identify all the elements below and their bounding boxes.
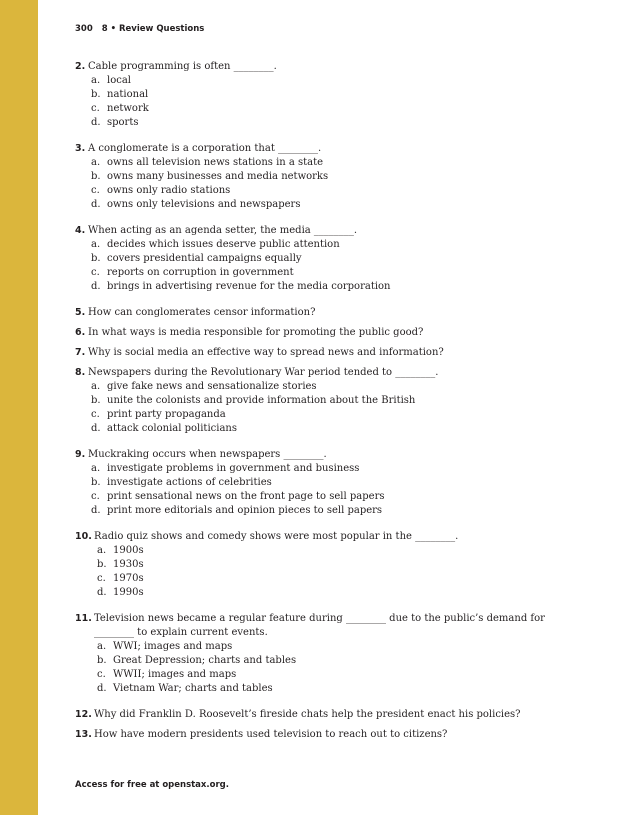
answer-option: d. 1990s bbox=[97, 587, 144, 598]
question-number: 10. bbox=[75, 531, 92, 542]
question-4 bbox=[75, 224, 555, 294]
question-text: When acting as an agenda setter, the media ________. bbox=[88, 225, 358, 236]
question-text: Why is social media an effective way to spread news and information? bbox=[88, 347, 444, 358]
question-number: 7. bbox=[75, 347, 86, 358]
answer-option: b. owns many businesses and media networks bbox=[91, 171, 329, 182]
question-text: A conglomerate is a corporation that ________. bbox=[88, 143, 322, 154]
answer-option: b. unite the colonists and provide information about the British bbox=[91, 395, 416, 406]
answer-option: a. owns all television news stations in a state bbox=[91, 157, 324, 168]
answer-option: c. owns only radio stations bbox=[91, 185, 231, 196]
answer-option: d. print more editorials and opinion pieces to sell papers bbox=[91, 505, 383, 516]
answer-option: c. network bbox=[91, 103, 149, 114]
page-footer: Access for free at openstax.org. bbox=[75, 780, 229, 790]
answer-option: a. 1900s bbox=[97, 545, 144, 556]
question-number: 11. bbox=[75, 613, 92, 624]
answer-option: a. give fake news and sensationalize stories bbox=[91, 381, 317, 392]
question-13 bbox=[75, 728, 555, 742]
chapter-title: 8 • Review Questions bbox=[101, 24, 205, 34]
question-text: How can conglomerates censor information? bbox=[88, 307, 316, 318]
question-number: 2. bbox=[75, 61, 86, 72]
question-number: 9. bbox=[75, 449, 86, 460]
answer-option: d. sports bbox=[91, 117, 139, 128]
page-number: 300 bbox=[75, 24, 93, 34]
answer-option: b. Great Depression; charts and tables bbox=[97, 655, 297, 666]
answer-option: a. investigate problems in government and business bbox=[91, 463, 360, 474]
answer-option: d. attack colonial politicians bbox=[91, 423, 237, 434]
answer-option: d. brings in advertising revenue for the media corporation bbox=[91, 281, 391, 292]
answer-option: d. owns only televisions and newspapers bbox=[91, 199, 301, 210]
question-text: Newspapers during the Revolutionary War period tended to ________. bbox=[88, 367, 439, 378]
answer-option: a. decides which issues deserve public attention bbox=[91, 239, 340, 250]
question-number: 3. bbox=[75, 143, 86, 154]
question-2 bbox=[75, 60, 555, 130]
answer-option: c. print sensational news on the front page to sell papers bbox=[91, 491, 385, 502]
answer-option: d. Vietnam War; charts and tables bbox=[97, 683, 273, 694]
question-11 bbox=[75, 612, 555, 696]
answer-option: c. WWII; images and maps bbox=[97, 669, 237, 680]
question-12 bbox=[75, 708, 555, 722]
question-number: 6. bbox=[75, 327, 86, 338]
answer-option: c. print party propaganda bbox=[91, 409, 226, 420]
answer-option: a. local bbox=[91, 75, 131, 86]
answer-option: c. 1970s bbox=[97, 573, 144, 584]
question-5 bbox=[75, 306, 555, 320]
question-7 bbox=[75, 346, 555, 360]
question-text: Radio quiz shows and comedy shows were most popular in the ________. bbox=[94, 531, 459, 542]
question-text: Television news became a regular feature during ________ due to the public’s demand for ________ to explain current events. bbox=[94, 613, 545, 638]
question-number: 12. bbox=[75, 709, 92, 720]
answer-option: a. WWI; images and maps bbox=[97, 641, 233, 652]
answer-option: c. reports on corruption in government bbox=[91, 267, 294, 278]
question-text: Cable programming is often ________. bbox=[88, 61, 277, 72]
answer-option: b. investigate actions of celebrities bbox=[91, 477, 272, 488]
question-9 bbox=[75, 448, 555, 518]
question-text: Muckraking occurs when newspapers ________. bbox=[88, 449, 327, 460]
question-number: 5. bbox=[75, 307, 86, 318]
question-6 bbox=[75, 326, 555, 340]
question-number: 4. bbox=[75, 225, 86, 236]
question-text: Why did Franklin D. Roosevelt’s fireside chats help the president enact his policies? bbox=[94, 709, 521, 720]
page-header bbox=[75, 24, 204, 34]
answer-option: b. covers presidential campaigns equally bbox=[91, 253, 302, 264]
review-questions bbox=[75, 60, 555, 748]
question-number: 8. bbox=[75, 367, 86, 378]
question-text: In what ways is media responsible for promoting the public good? bbox=[88, 327, 424, 338]
side-color-band bbox=[0, 0, 38, 815]
question-10 bbox=[75, 530, 555, 600]
question-text: How have modern presidents used television to reach out to citizens? bbox=[94, 729, 448, 740]
question-8 bbox=[75, 366, 555, 436]
question-number: 13. bbox=[75, 729, 92, 740]
question-3 bbox=[75, 142, 555, 212]
answer-option: b. national bbox=[91, 89, 149, 100]
answer-option: b. 1930s bbox=[97, 559, 144, 570]
